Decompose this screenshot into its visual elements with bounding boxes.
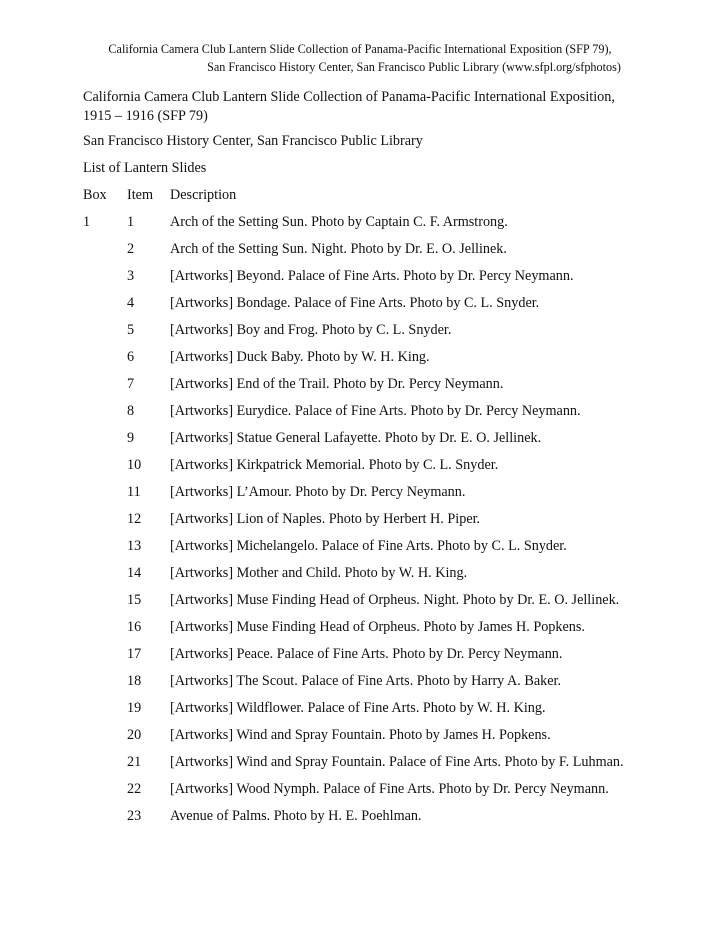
table-header-row bbox=[0, 186, 720, 206]
table-row bbox=[0, 267, 720, 287]
table-row bbox=[0, 240, 720, 260]
cell-description: [Artworks] Wind and Spray Fountain. Palace of Fine Arts. Photo by F. Luhman. bbox=[170, 754, 624, 770]
cell-description: [Artworks] Statue General Lafayette. Photo by Dr. E. O. Jellinek. bbox=[170, 430, 542, 446]
cell-description: Arch of the Setting Sun. Night. Photo by Dr. E. O. Jellinek. bbox=[170, 241, 507, 257]
table-row bbox=[0, 375, 720, 395]
cell-item: 19 bbox=[127, 700, 142, 716]
cell-description: [Artworks] Muse Finding Head of Orpheus. Photo by James H. Popkens. bbox=[170, 619, 585, 635]
cell-item: 7 bbox=[127, 376, 135, 392]
table-row bbox=[0, 321, 720, 341]
table-row bbox=[0, 483, 720, 503]
cell-item: 22 bbox=[127, 781, 142, 797]
cell-item: 15 bbox=[127, 592, 142, 608]
table-row bbox=[0, 402, 720, 422]
cell-description: [Artworks] Muse Finding Head of Orpheus. Night. Photo by Dr. E. O. Jellinek. bbox=[170, 592, 620, 608]
table-row bbox=[0, 213, 720, 233]
table-row bbox=[0, 618, 720, 638]
document-title-line-2: 1915 – 1916 (SFP 79) bbox=[83, 108, 208, 124]
cell-description: [Artworks] Michelangelo. Palace of Fine Arts. Photo by C. L. Snyder. bbox=[170, 538, 567, 554]
cell-description: [Artworks] Lion of Naples. Photo by Herbert H. Piper. bbox=[170, 511, 481, 527]
cell-item: 9 bbox=[127, 430, 135, 446]
cell-item: 10 bbox=[127, 457, 142, 473]
table-row bbox=[0, 456, 720, 476]
cell-item: 17 bbox=[127, 646, 142, 662]
cell-item: 2 bbox=[127, 241, 135, 257]
cell-description: Avenue of Palms. Photo by H. E. Poehlman. bbox=[170, 808, 422, 824]
table-row bbox=[0, 429, 720, 449]
table-row bbox=[0, 699, 720, 719]
cell-item: 6 bbox=[127, 349, 135, 365]
cell-description: [Artworks] Boy and Frog. Photo by C. L. Snyder. bbox=[170, 322, 452, 338]
cell-description: [Artworks] Mother and Child. Photo by W. H. King. bbox=[170, 565, 468, 581]
cell-description: [Artworks] Beyond. Palace of Fine Arts. Photo by Dr. Percy Neymann. bbox=[170, 268, 574, 284]
cell-description: [Artworks] End of the Trail. Photo by Dr. Percy Neymann. bbox=[170, 376, 504, 392]
document-subtitle: San Francisco History Center, San Francisco Public Library bbox=[83, 133, 423, 149]
table-row bbox=[0, 537, 720, 557]
cell-item: 1 bbox=[127, 214, 135, 230]
cell-description: [Artworks] Peace. Palace of Fine Arts. Photo by Dr. Percy Neymann. bbox=[170, 646, 563, 662]
cell-item: 18 bbox=[127, 673, 142, 689]
cell-description: [Artworks] Wood Nymph. Palace of Fine Arts. Photo by Dr. Percy Neymann. bbox=[170, 781, 609, 797]
table-row bbox=[0, 348, 720, 368]
cell-description: Arch of the Setting Sun. Photo by Captain C. F. Armstrong. bbox=[170, 214, 508, 230]
table-row bbox=[0, 591, 720, 611]
cell-description: [Artworks] The Scout. Palace of Fine Arts. Photo by Harry A. Baker. bbox=[170, 673, 562, 689]
cell-item: 3 bbox=[127, 268, 135, 284]
column-header-box: Box bbox=[83, 187, 107, 203]
table-row bbox=[0, 753, 720, 773]
cell-item: 8 bbox=[127, 403, 135, 419]
cell-item: 20 bbox=[127, 727, 142, 743]
cell-item: 12 bbox=[127, 511, 142, 527]
page-header bbox=[0, 40, 720, 76]
cell-description: [Artworks] L’Amour. Photo by Dr. Percy Neymann. bbox=[170, 484, 466, 500]
column-header-item: Item bbox=[127, 187, 153, 203]
table-row bbox=[0, 510, 720, 530]
table-row bbox=[0, 780, 720, 800]
cell-description: [Artworks] Wildflower. Palace of Fine Arts. Photo by W. H. King. bbox=[170, 700, 546, 716]
cell-item: 14 bbox=[127, 565, 142, 581]
list-heading: List of Lantern Slides bbox=[83, 160, 207, 176]
document-title-line-1: California Camera Club Lantern Slide Collection of Panama-Pacific International Exposition, bbox=[83, 89, 615, 105]
cell-item: 13 bbox=[127, 538, 142, 554]
cell-description: [Artworks] Eurydice. Palace of Fine Arts. Photo by Dr. Percy Neymann. bbox=[170, 403, 581, 419]
table-row bbox=[0, 564, 720, 584]
header-line-2: San Francisco History Center, San Francisco Public Library (www.sfpl.org/sfphotos) bbox=[207, 60, 621, 74]
cell-item: 5 bbox=[127, 322, 135, 338]
cell-description: [Artworks] Kirkpatrick Memorial. Photo by C. L. Snyder. bbox=[170, 457, 499, 473]
cell-item: 23 bbox=[127, 808, 142, 824]
table-row bbox=[0, 807, 720, 827]
cell-description: [Artworks] Wind and Spray Fountain. Photo by James H. Popkens. bbox=[170, 727, 551, 743]
cell-item: 11 bbox=[127, 484, 141, 500]
column-header-description: Description bbox=[170, 187, 237, 203]
table-row bbox=[0, 294, 720, 314]
cell-description: [Artworks] Bondage. Palace of Fine Arts. Photo by C. L. Snyder. bbox=[170, 295, 540, 311]
table-row bbox=[0, 726, 720, 746]
table-row bbox=[0, 645, 720, 665]
cell-item: 4 bbox=[127, 295, 135, 311]
table-row bbox=[0, 672, 720, 692]
document-title bbox=[83, 88, 643, 126]
cell-item: 16 bbox=[127, 619, 142, 635]
cell-box: 1 bbox=[83, 214, 91, 230]
cell-description: [Artworks] Duck Baby. Photo by W. H. King. bbox=[170, 349, 430, 365]
cell-item: 21 bbox=[127, 754, 142, 770]
header-line-1: California Camera Club Lantern Slide Collection of Panama-Pacific International Exposition (SFP 79), bbox=[108, 42, 612, 56]
